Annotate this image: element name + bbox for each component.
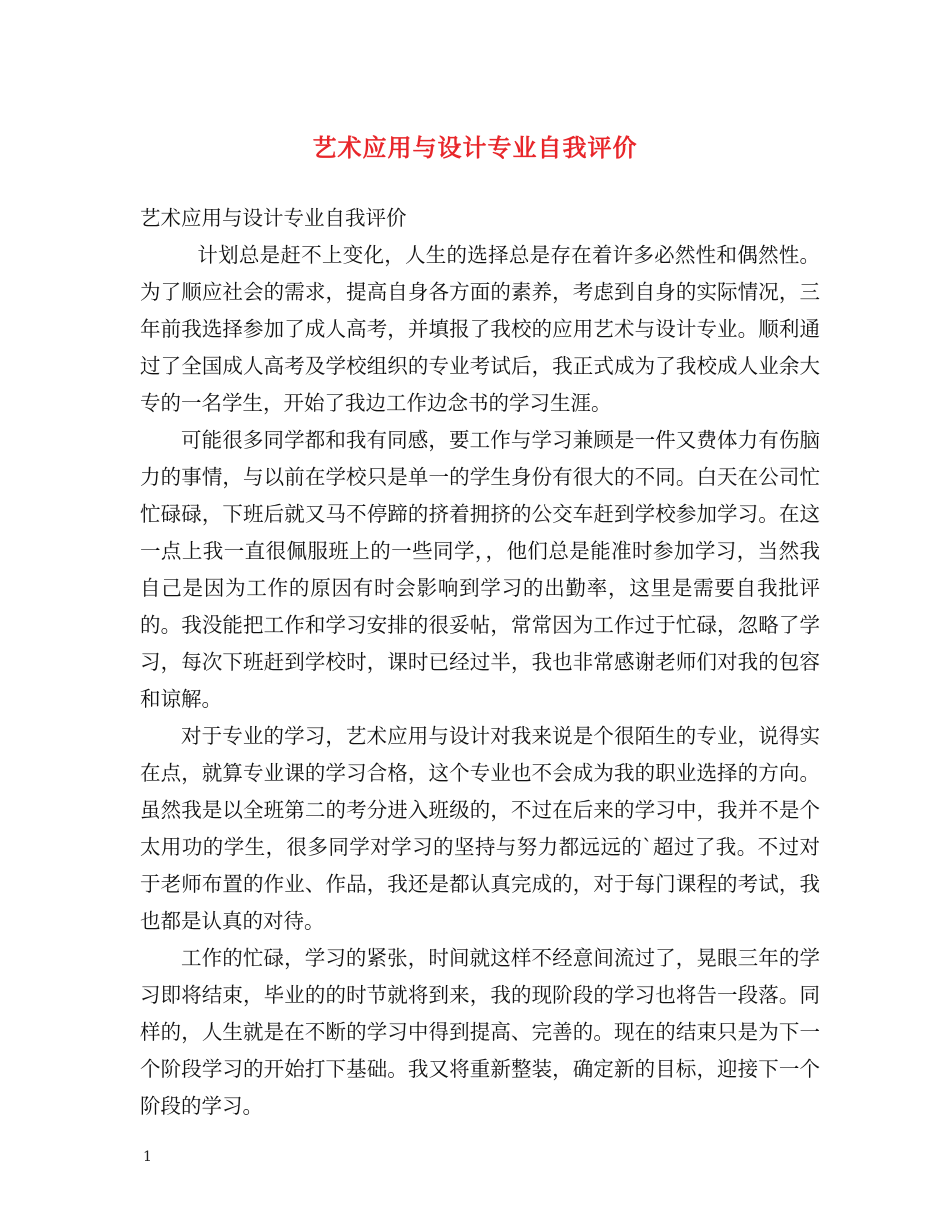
document-title: 艺术应用与设计专业自我评价 xyxy=(312,133,638,162)
paragraph-4: 工作的忙碌，学习的紧张，时间就这样不经意间流过了，晃眼三年的学习即将结束，毕业的的时节就将到来，我的现阶段的学习也将告一段落。同样的，人生就是在不断的学习中得到提高、完善的。现在的结束只是为下一个阶段学习的开始打下基础。我又将重新整装，确定新的目标，迎接下一个阶段的学习。 xyxy=(140,946,820,1118)
page-number: 1 xyxy=(143,1149,152,1165)
paragraph-3: 对于专业的学习，艺术应用与设计对我来说是个很陌生的专业，说得实在点，就算专业课的学习合格，这个专业也不会成为我的职业选择的方向。虽然我是以全班第二的考分进入班级的，不过在后来的学习中，我并不是个太用功的学生，很多同学对学习的坚持与努力都远远的`超过了我。不过对于老师布置的作业、作品，我还是都认真完成的，对于每门课程的考试，我也都是认真的对待。 xyxy=(140,724,820,933)
document-subtitle: 艺术应用与设计专业自我评价 xyxy=(140,206,407,230)
document-body xyxy=(140,200,820,1125)
paragraph-2: 可能很多同学都和我有同感，要工作与学习兼顾是一件又费体力有伤脑力的事情，与以前在学校只是单一的学生身份有很大的不同。白天在公司忙忙碌碌，下班后就又马不停蹄的挤着拥挤的公交车赶到学校参加学习。在这一点上我一直很佩服班上的一些同学，，他们总是能准时参加学习，当然我自己是因为工作的原因有时会影响到学习的出勤率，这里是需要自我批评的。我没能把工作和学习安排的很妥帖，常常因为工作过于忙碌，忽略了学习，每次下班赶到学校时，课时已经过半，我也非常感谢老师们对我的包容和谅解。 xyxy=(140,428,820,711)
paragraph-1: 计划总是赶不上变化，人生的选择总是存在着许多必然性和偶然性。为了顺应社会的需求，提高自身各方面的素养，考虑到自身的实际情况，三年前我选择参加了成人高考，并填报了我校的应用艺术与设计专业。顺利通过了全国成人高考及学校组织的专业考试后，我正式成为了我校成人业余大专的一名学生，开始了我边工作边念书的学习生涯。 xyxy=(140,243,820,415)
